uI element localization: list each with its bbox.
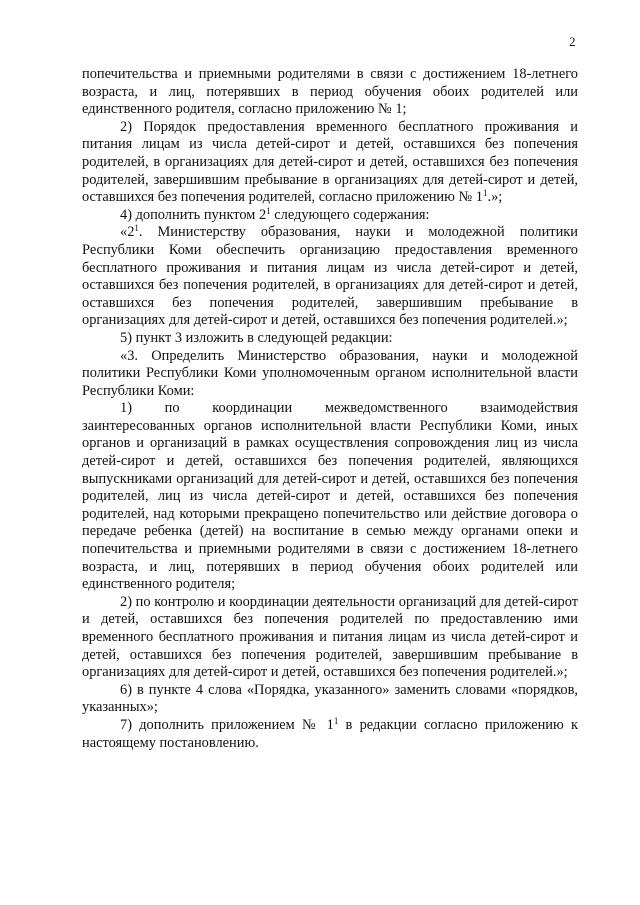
paragraph-subitem-1 [82,400,578,594]
paragraph-text: попечительства и приемными родителями в связи с достижением 18-летнего возраста, и лиц, потерявших в период обучения обоих родителей или единственного родителя, согласно приложению № 1; [82,66,578,118]
page-number: 2 [569,34,576,49]
superscript: 1 [266,205,271,216]
paragraph-subitem-2 [82,594,578,682]
paragraph-text: 6) в пункте 4 слова «Порядка, указанного» заменить словами «порядков, указанных»; [82,681,578,716]
paragraph-clause-3 [82,348,578,401]
paragraph-text-tail: .»; [487,189,503,206]
paragraph-text-tail: следующего содержания: [270,206,430,223]
paragraph-continuation [82,66,578,119]
paragraph-text-tail: в редакции согласно приложению к настоящему постановлению. [82,716,578,751]
paragraph-text: 4) дополнить пунктом 2 [120,206,267,223]
paragraph-text: «2 [120,224,135,241]
paragraph-text: 2) Порядок предоставления временного бесплатного проживания и питания лицам из числа детей-сирот и детей, оставшихся без попечения родителей, в организациях для детей-сирот и детей, оставшихся без попечения родителей, завершившим пребывание в организациях для детей-сирот и детей, оставшихся без попечения родителей, согласно приложению № 1 [82,118,578,206]
paragraph-clause-2-1 [82,224,578,330]
paragraph-item-6 [82,682,578,717]
superscript: 1 [333,715,339,726]
paragraph-text: «3. Определить Министерство образования, науки и молодежной политики Республики Коми уполномоченным органом исполнительной власти Республики Коми: [82,347,578,399]
superscript: 1 [134,223,139,234]
paragraph-text: 7) дополнить приложением № 1 [120,716,334,733]
document-body [82,66,578,752]
paragraph-text: 5) пункт 3 изложить в следующей редакции: [120,329,393,346]
paragraph-text-tail: . Министерству образования, науки и молодежной политики Республики Коми обеспечить организацию предоставления временного бесплатного проживания и питания лицам из числа детей-сирот и детей, оставшихся без попечения родителей, в организациях для детей-сирот и детей, оставшихся без попечения родителей, завершившим пребывание в организациях для детей-сирот и детей, оставшихся без попечения родителей.»; [82,224,578,329]
paragraph-text: 2) по контролю и координации деятельности организаций для детей-сирот и детей, оставшихся без попечения родителей по предоставлению ими временного бесплатного проживания и питания лицам из числа детей-сирот и детей, оставшихся без попечения родителей, завершившим пребывание в организациях для детей-сирот и детей, оставшихся без попечения родителей.»; [82,593,578,681]
paragraph-item-7 [82,717,578,752]
paragraph-item-4 [82,207,578,225]
paragraph-text: 1) по координации межведомственного взаимодействия заинтересованных органов исполнительной власти Республики Коми, иных органов и организаций в рамках осуществления сопровождения лиц из числа детей-сирот и детей, оставшихся без попечения родителей, являющихся выпускниками организаций для детей-сирот и детей, оставшихся без попечения родителей, лиц из числа детей-сирот и детей, оставшихся без попечения родителей, над которыми прекращено попечительство или действие договора о передаче ребенка (детей) на воспитание в семью между органами опеки и попечительства и приемными родителями в связи с достижением 18-летнего возраста, и лиц, потерявших в период обучения обоих родителей или единственного родителя; [82,400,578,593]
paragraph-item-2 [82,119,578,207]
paragraph-item-5 [82,330,578,348]
superscript: 1 [482,188,488,199]
